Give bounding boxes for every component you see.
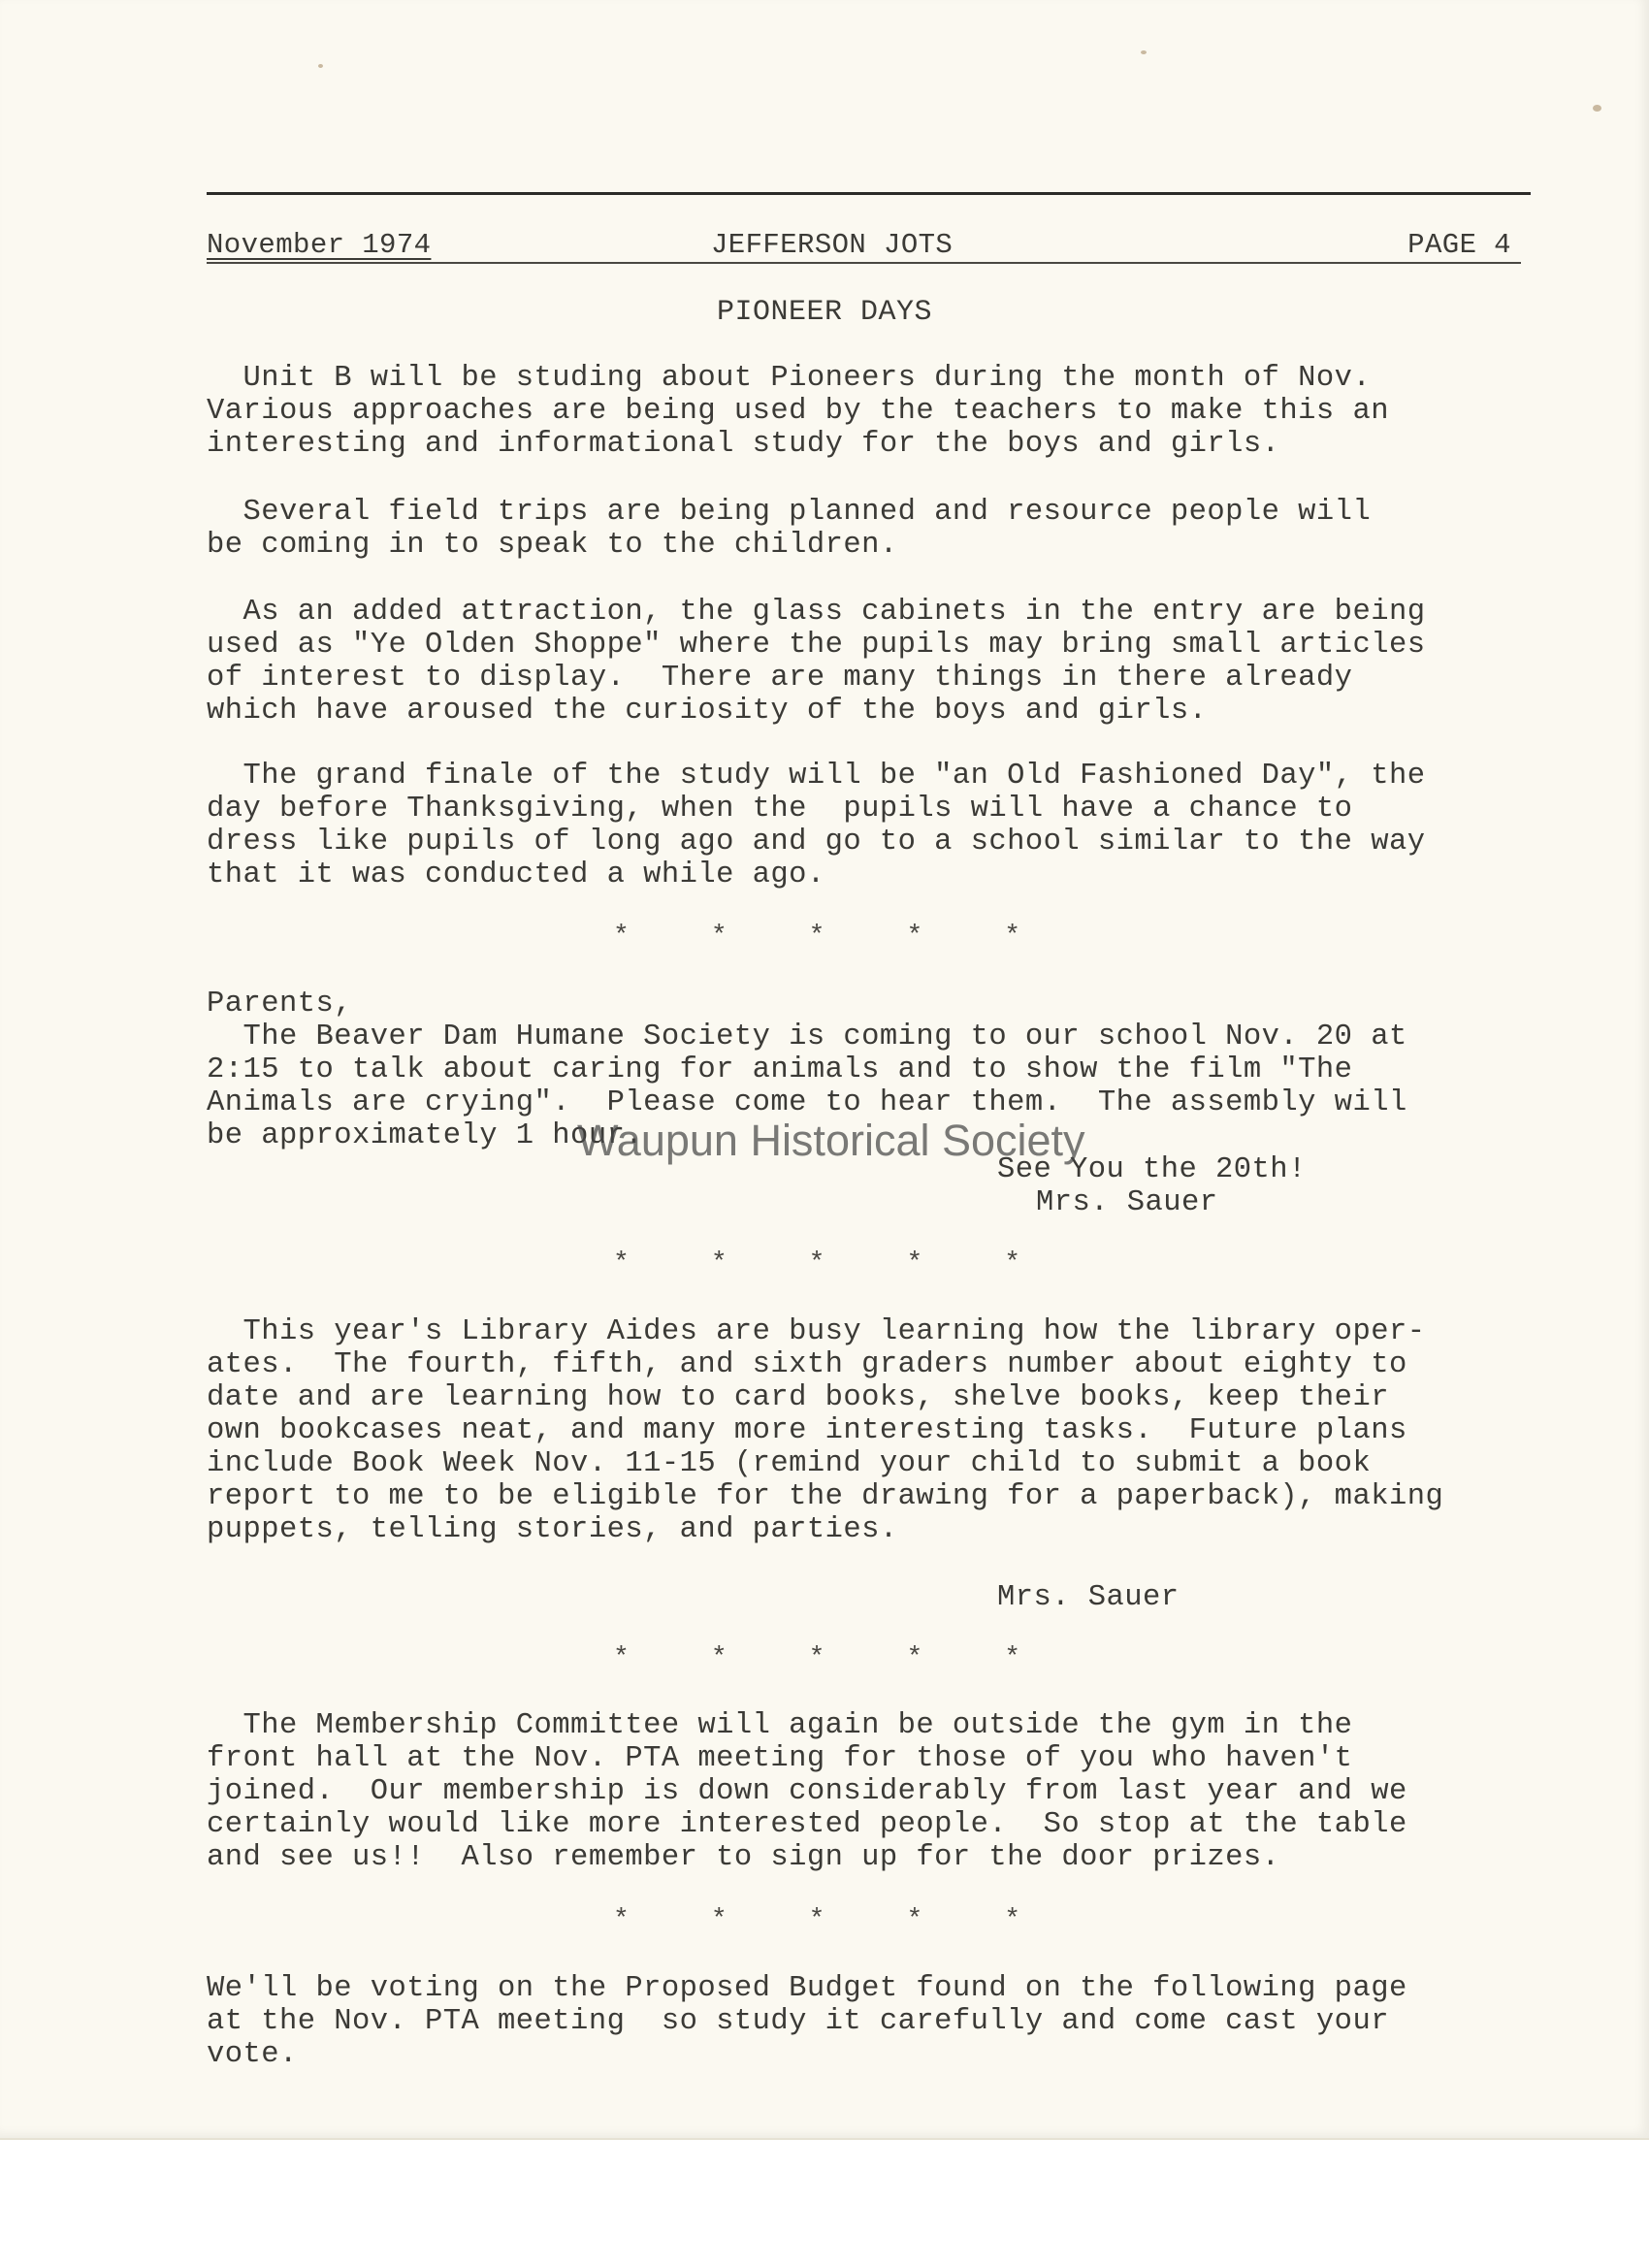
- salutation: Parents,: [207, 988, 353, 1021]
- page-bottom-edge: [0, 2138, 1649, 2140]
- top-rule: [207, 192, 1531, 195]
- paragraph: As an added attraction, the glass cabinets in the entry are being used as "Ye Olden Shoppe" where the pupils may bring small articles of interest to display. There are many things in there already which have aroused the curiosity of the boys and girls.: [207, 596, 1426, 728]
- section-separator: * * * * *: [613, 1643, 1021, 1673]
- paragraph: The Beaver Dam Humane Society is coming to our school Nov. 20 at 2:15 to talk about caring for animals and to show the film "The Animals are crying". Please come to hear them. The assembly will be approximately 1 hour.: [207, 1021, 1407, 1152]
- page-number: PAGE 4: [1407, 229, 1511, 261]
- paragraph: The grand finale of the study will be "an Old Fashioned Day", the day before Thanksgiving, when the pupils will have a chance to dress like pupils of long ago and go to a school similar to the way that it was conducted a while ago.: [207, 760, 1426, 891]
- section-separator: * * * * *: [613, 1248, 1021, 1279]
- section-separator: * * * * *: [613, 922, 1021, 952]
- header-rule: [207, 262, 1521, 264]
- section-separator: * * * * *: [613, 1905, 1021, 1935]
- article-heading: PIONEER DAYS: [716, 296, 933, 329]
- closing-line: See You the 20th!: [997, 1153, 1307, 1186]
- paragraph: The Membership Committee will again be outside the gym in the front hall at the Nov. PTA meeting for those of you who haven't joined. Our membership is down considerably from last year and we certainly would like more interested people. So stop at the table and see us!! Also remember to sign up for the door prizes.: [207, 1709, 1407, 1874]
- paragraph: We'll be voting on the Proposed Budget found on the following page at the Nov. PTA meeting so study it carefully and come cast your vote.: [207, 1972, 1407, 2071]
- paper-speck: [1141, 50, 1147, 54]
- paragraph: This year's Library Aides are busy learning how the library oper- ates. The fourth, fifth, and sixth graders number about eighty to date and are learning how to card books, shelve books, keep their own bookcases neat, and many more interesting tasks. Future plans include Book Week Nov. 11-15 (remind your child to submit a book report to me to be eligible for the drawing for a paperback), making puppets, telling stories, and parties.: [207, 1315, 1444, 1546]
- signature: Mrs. Sauer: [1036, 1186, 1218, 1219]
- paper-speck: [318, 64, 323, 68]
- paragraph: Several field trips are being planned and resource people will be coming in to speak to the children.: [207, 496, 1372, 562]
- header-date: November 1974: [207, 229, 432, 261]
- paper-speck: [1593, 105, 1601, 112]
- watermark: Waupun Historical Society: [577, 1116, 1085, 1165]
- paragraph: Unit B will be studing about Pioneers during the month of Nov. Various approaches are being used by the teachers to make this an interesting and informational study for the boys and girls.: [207, 362, 1389, 461]
- newsletter-title: JEFFERSON JOTS: [711, 229, 954, 261]
- signature: Mrs. Sauer: [997, 1581, 1180, 1614]
